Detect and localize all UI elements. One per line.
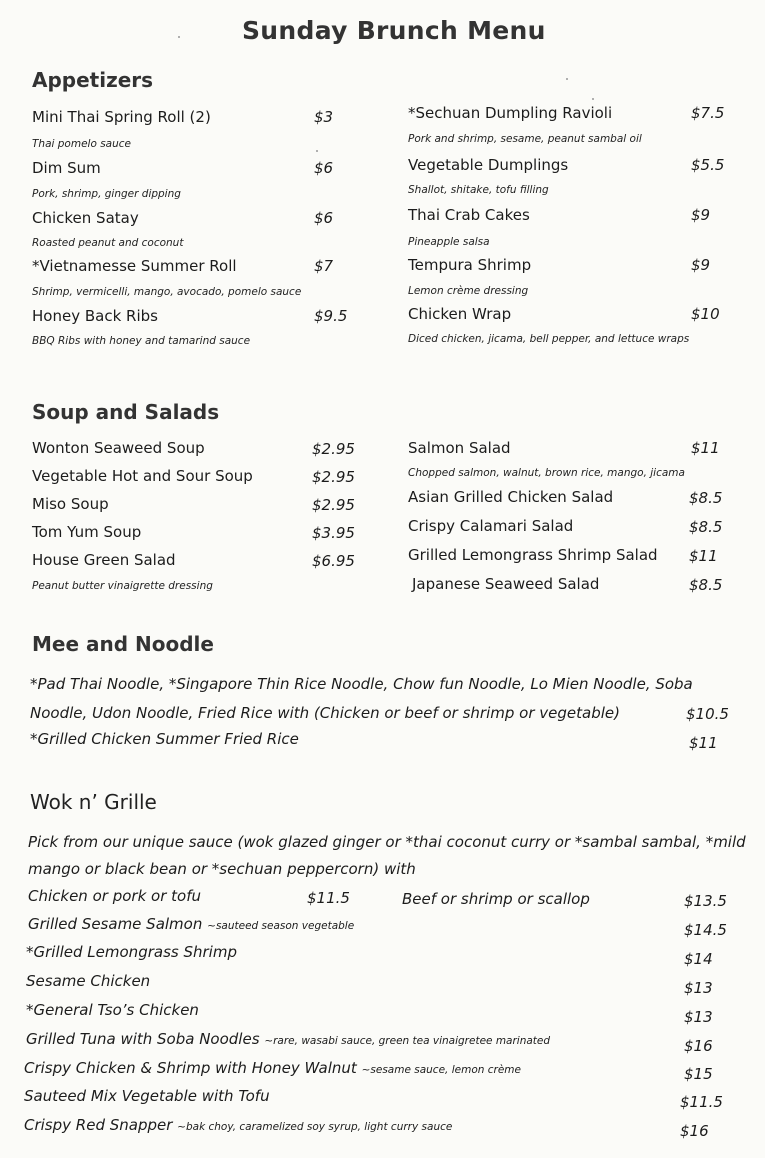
menu-item-price: $9 <box>691 206 711 224</box>
menu-item-name: Salmon Salad <box>408 439 511 457</box>
menu-item-price: $11 <box>691 439 720 457</box>
wok-item-price: $11.5 <box>680 1093 723 1111</box>
wok-option: Beef or shrimp or scallop <box>402 890 590 908</box>
scan-speck <box>178 36 180 38</box>
menu-item-price: $3.95 <box>312 524 355 542</box>
wok-item-name: Sesame Chicken <box>26 972 151 990</box>
menu-item-desc: Thai pomelo sauce <box>32 138 132 150</box>
noodle-list-line: Noodle, Udon Noodle, Fried Rice with (Chicken or beef or shrimp or vegetable) <box>30 704 620 722</box>
noodle-price: $10.5 <box>686 705 729 723</box>
wok-item-price: $16 <box>680 1122 709 1140</box>
menu-item-price: $2.95 <box>312 496 355 514</box>
menu-item-name: Thai Crab Cakes <box>408 206 530 224</box>
menu-item-price: $7 <box>314 257 334 275</box>
wok-item-name: *Grilled Lemongrass Shrimp <box>26 943 237 961</box>
wok-option: Chicken or pork or tofu <box>28 887 201 905</box>
menu-item-price: $8.5 <box>689 489 723 507</box>
menu-item-name: Chicken Satay <box>32 209 139 227</box>
menu-item-name: Asian Grilled Chicken Salad <box>408 488 614 506</box>
appetizers-heading: Appetizers <box>32 68 154 92</box>
menu-item-price: $2.95 <box>312 468 355 486</box>
menu-item-name: House Green Salad <box>32 551 176 569</box>
menu-title: Sunday Brunch Menu <box>242 16 546 45</box>
menu-item-name: Japanese Seaweed Salad <box>412 575 600 593</box>
wok-item-name: Crispy Chicken & Shrimp with Honey Walnut <box>24 1059 357 1077</box>
menu-item-desc: Chopped salmon, walnut, brown rice, mango, jicama <box>408 467 685 479</box>
menu-item-name: Vegetable Hot and Sour Soup <box>32 467 253 485</box>
scan-speck <box>566 78 568 80</box>
menu-item-desc: Peanut butter vinaigrette dressing <box>32 580 213 592</box>
menu-item-name: Dim Sum <box>32 159 101 177</box>
scan-speck <box>316 150 318 152</box>
menu-item-name: Grilled Lemongrass Shrimp Salad <box>408 546 658 564</box>
menu-item-desc: Lemon crème dressing <box>408 285 529 297</box>
menu-item-desc: Shallot, shitake, tofu filling <box>408 184 549 196</box>
menu-item-price: $7.5 <box>691 104 725 122</box>
menu-item-price: $5.5 <box>691 156 725 174</box>
menu-item-name: Vegetable Dumplings <box>408 156 569 174</box>
menu-item-name: *Vietnamesse Summer Roll <box>32 257 237 275</box>
menu-item-desc: Pork and shrimp, sesame, peanut sambal oil <box>408 133 642 145</box>
menu-item-price: $8.5 <box>689 576 723 594</box>
wok-item <box>28 915 354 933</box>
menu-item-name: Wonton Seaweed Soup <box>32 439 205 457</box>
wok-item-price: $13 <box>684 1008 713 1026</box>
menu-item-price: $11 <box>689 547 718 565</box>
menu-item-desc: Pork, shrimp, ginger dipping <box>32 188 181 200</box>
wok-option-price: $11.5 <box>307 889 350 907</box>
menu-item-name: Miso Soup <box>32 495 109 513</box>
menu-item-desc: Shrimp, vermicelli, mango, avocado, pomelo sauce <box>32 286 302 298</box>
menu-item-price: $6.95 <box>312 552 355 570</box>
menu-item-price: $9.5 <box>314 307 348 325</box>
noodle-heading: Mee and Noodle <box>32 632 214 656</box>
menu-item-price: $10 <box>691 305 720 323</box>
wok-item-price: $14 <box>684 950 713 968</box>
wok-item-note: ~rare, wasabi sauce, green tea vinaigretee marinated <box>264 1035 551 1047</box>
wok-item-note: ~sauteed season vegetable <box>207 920 355 932</box>
wok-item-price: $16 <box>684 1037 713 1055</box>
menu-item-price: $2.95 <box>312 440 355 458</box>
menu-item-name: Crispy Calamari Salad <box>408 517 574 535</box>
menu-item-desc: Roasted peanut and coconut <box>32 237 184 249</box>
wok-item-price: $14.5 <box>684 921 727 939</box>
wok-item <box>26 1030 550 1048</box>
menu-item-name: *Sechuan Dumpling Ravioli <box>408 104 613 122</box>
wok-heading: Wok n’ Grille <box>30 790 157 814</box>
wok-item-note: ~bak choy, caramelized soy syrup, light curry sauce <box>177 1121 453 1133</box>
wok-intro: Pick from our unique sauce (wok glazed ginger or *thai coconut curry or *sambal sambal, *mild <box>28 833 746 851</box>
noodle-price: $11 <box>689 734 718 752</box>
noodle-list-line: *Grilled Chicken Summer Fried Rice <box>30 730 299 748</box>
wok-item <box>24 1059 521 1077</box>
menu-item-desc: Pineapple salsa <box>408 236 490 248</box>
menu-item-name: Tom Yum Soup <box>32 523 142 541</box>
wok-item-name: Crispy Red Snapper <box>24 1116 173 1134</box>
noodle-list-line: *Pad Thai Noodle, *Singapore Thin Rice Noodle, Chow fun Noodle, Lo Mien Noodle, Soba <box>30 675 693 693</box>
menu-item-name: Honey Back Ribs <box>32 307 158 325</box>
menu-item-price: $8.5 <box>689 518 723 536</box>
menu-item-name: Tempura Shrimp <box>408 256 532 274</box>
wok-item-name: Sauteed Mix Vegetable with Tofu <box>24 1087 270 1105</box>
menu-item-price: $6 <box>314 159 334 177</box>
wok-item-name: Grilled Sesame Salmon <box>28 915 203 933</box>
scan-speck <box>592 98 594 100</box>
wok-item-price: $13 <box>684 979 713 997</box>
menu-item-price: $6 <box>314 209 334 227</box>
wok-intro: mango or black bean or *sechuan peppercorn) with <box>28 860 416 878</box>
menu-item-price: $9 <box>691 256 711 274</box>
menu-item-desc: Diced chicken, jicama, bell pepper, and lettuce wraps <box>408 333 690 345</box>
soup-salads-heading: Soup and Salads <box>32 400 220 424</box>
wok-item-price: $15 <box>684 1065 713 1083</box>
menu-item-name: Chicken Wrap <box>408 305 512 323</box>
wok-item-note: ~sesame sauce, lemon crème <box>361 1064 521 1076</box>
menu-item-name: Mini Thai Spring Roll (2) <box>32 108 211 126</box>
wok-item-name: *General Tso’s Chicken <box>26 1001 199 1019</box>
menu-item-desc: BBQ Ribs with honey and tamarind sauce <box>32 335 251 347</box>
wok-item <box>24 1116 452 1134</box>
wok-option-price: $13.5 <box>684 892 727 910</box>
wok-item-name: Grilled Tuna with Soba Noodles <box>26 1030 260 1048</box>
menu-item-price: $3 <box>314 108 334 126</box>
